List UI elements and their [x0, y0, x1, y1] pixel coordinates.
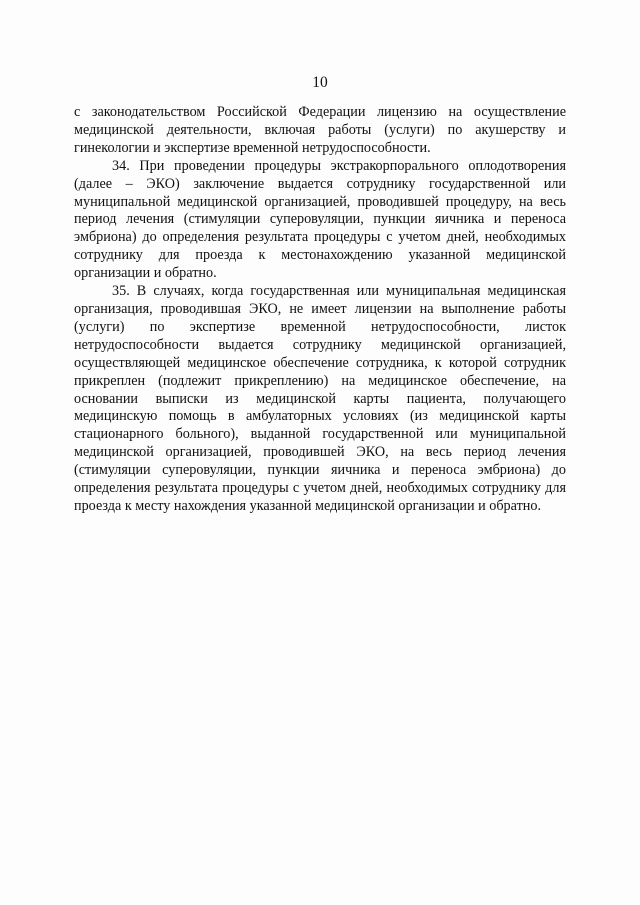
paragraph-item-34: 34. При проведении процедуры экстракорпорального оплодотворения (далее – ЭКО) заключение выдается сотруднику государственной или муниципальной медицинской организацией, проводившей процедуру, на весь период лечения (стимуляции суперовуляции, пункции яичника и переноса эмбриона) до определения результата процедуры с учетом дней, необходимых сотруднику для проезда к местонахождению указанной медицинской организации и обратно. — [74, 157, 566, 282]
page-number: 10 — [312, 74, 328, 91]
paragraph-continuation: с законодательством Российской Федерации лицензию на осуществление медицинской деятельности, включая работы (услуги) по акушерству и гинекологии и экспертизе временной нетрудоспособности. — [74, 104, 566, 156]
paragraph-item-35: 35. В случаях, когда государственная или муниципальная медицинская организация, проводившая ЭКО, не имеет лицензии на выполнение работы (услуги) по экспертизе временной нетрудоспособности, листок нетрудоспособности выдается сотруднику медицинской организацией, осуществляющей медицинское обеспечение сотрудника, к которой сотрудник прикреплен (подлежит прикреплению) на медицинское обеспечение, на основании выписки из медицинской карты пациента, получающего медицинскую помощь в амбулаторных условиях (из медицинской карты стационарного больного), выданной государственной или муниципальной медицинской организацией, проводившей ЭКО, на весь период лечения (стимуляции суперовуляции, пункции яичника и переноса эмбриона) до определения результата процедуры с учетом дней, необходимых сотруднику для проезда к месту нахождения указанной медицинской организации и обратно. — [74, 283, 566, 514]
document-body — [74, 104, 566, 516]
